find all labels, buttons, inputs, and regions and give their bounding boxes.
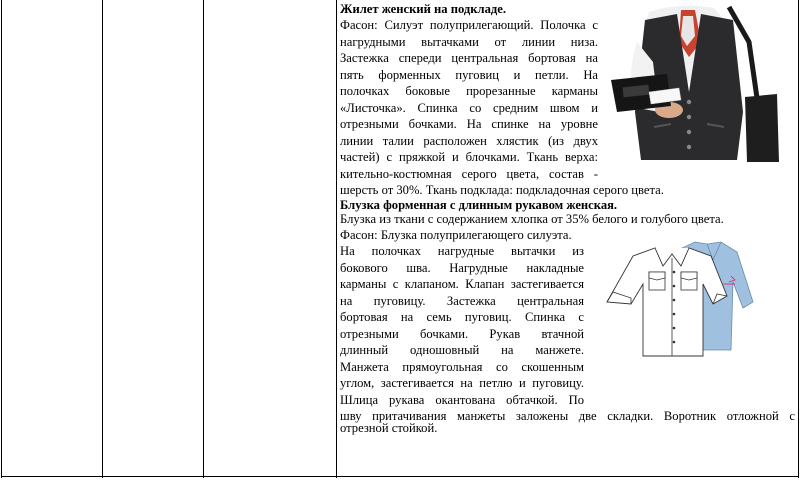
blouse-line: карманы с клапаном. Клапан застегивается <box>340 277 584 291</box>
table-border-bottom <box>1 476 799 477</box>
blouse-line: отрезной стойкой. <box>340 421 438 435</box>
blouse-title: Блузка форменная с длинным рукавом женская. <box>340 198 618 212</box>
blouse-line: Шлица рукава окантована обтачкой. По <box>340 392 584 407</box>
table-border-right <box>798 0 799 478</box>
blouse-line: на пуговицу. Застежка центральная <box>340 293 584 308</box>
blouse-line: шву притачивания манжеты заложены две складки. Воротник отложной с <box>340 409 795 423</box>
blouse-line: бокового шва. Нагрудные накладные <box>340 260 584 275</box>
blouse-line: отрезными бочками. Рукав втачной <box>340 326 584 341</box>
vest-line: частей) с пряжкой и блочками. Ткань верха: <box>340 150 598 164</box>
blouse-line: бортовая на семь пуговиц. Спинка с <box>340 310 584 324</box>
blouse-line: углом, застегивается на петлю и пуговицу. <box>340 376 584 390</box>
blouse-line: На полочках нагрудные вытачки из <box>340 244 584 258</box>
vest-line: полочках боковые прорезанные карманы <box>340 84 598 98</box>
table-column-divider-1 <box>102 0 103 478</box>
table-column-divider-2 <box>203 0 204 478</box>
blouse-line: длинный одношовный на манжете. <box>340 343 584 357</box>
blouse-fason: Фасон: Блузка полуприлегающего силуэта. <box>340 228 572 242</box>
vest-line: шерсть от 30%. Ткань подклада: подкладочная серого цвета. <box>340 183 664 197</box>
table-column-divider-3 <box>336 0 337 478</box>
vest-line: «Листочка». Спинка со средним швом и <box>340 100 598 115</box>
blouse-line: Манжета прямоугольная со скошенным <box>340 359 584 374</box>
woman-in-vest-photo <box>609 2 779 162</box>
vest-line: нагрудными вытачками от линии низа. <box>340 34 598 49</box>
vest-line: отрезными бочками. На спинке на уровне <box>340 117 598 131</box>
vest-title: Жилет женский на подкладе. <box>340 2 507 16</box>
vest-line: Фасон: Силуэт полуприлегающий. Полочка с <box>340 18 598 32</box>
vest-line: линии талии расположен хлястик (из двух <box>340 133 598 148</box>
table-border-left <box>1 0 2 478</box>
blouse-drawing <box>603 232 763 362</box>
blouse-intro: Блузка из ткани с содержанием хлопка от 35% белого и голубого цвета. <box>340 212 724 226</box>
vest-line: пять форменных пуговиц и петли. На <box>340 67 598 82</box>
vest-line: кительно-костюмная серого цвета, состав - <box>340 166 598 181</box>
vest-line: Застежка спереди центральная бортовая на <box>340 51 598 65</box>
